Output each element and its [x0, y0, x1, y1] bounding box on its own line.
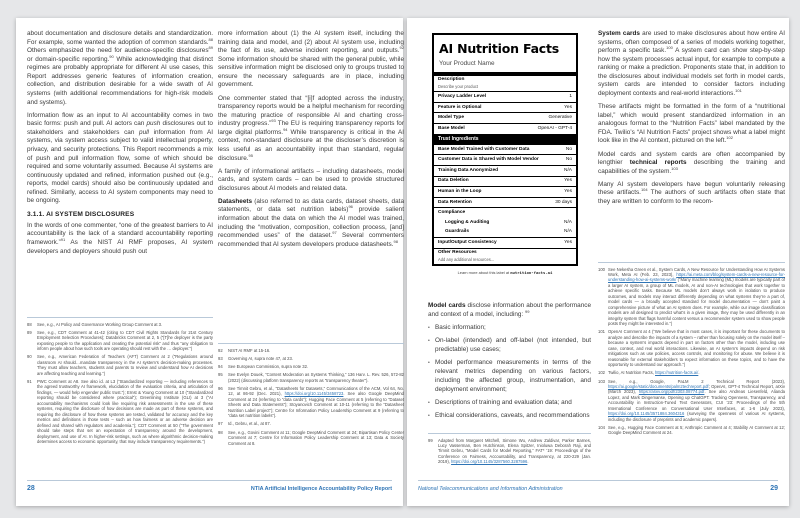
footnote-98 — [218, 430, 404, 446]
footnotes-col1 — [27, 317, 213, 447]
footnote-link[interactable]: https://arxiv.org/pdf/2303.08774.pdf — [638, 389, 705, 395]
footnotes-col2 — [218, 343, 404, 449]
nutrition-section-band: Trust Ingredients — [434, 134, 576, 144]
footnote-link[interactable]: https://doi.org/10.1145/3287560.3287596 — [451, 459, 528, 465]
footnote-text: OpenAI Comment at 4 (“We believe that in most cases, it is important for these documents to analyze and describe the impacts of a system – rather than focusing solely on the model itself – because a system’s impacts depend in part on factors other than the model, including use case, context, and real world interactions. Likewise, an AI system’s impacts depend on risk mitigations such as use policies, access controls, and monitoring for abuse. We believe it is reasonable for external stakeholders to expect information on these topics, and to have the opportunity to understand our approach.”) — [608, 329, 785, 367]
footnote-text: Adapted from Margaret Mitchell, Simone Wu, Andrew Zaldivar, Parker Barnes, Lucy Vasserman, Ben Hutchinson, Elena Spitzer, Inioluwa Deborah Raji, and Timnit Gebru, “Model Cards for Model Reporting,” FAT* ’19: Proceedings of the Conference on Fairness, Accountability, and Transparency, at 220-229 (Jan. 2019), https://doi.org/10.1145/3287560.3287596. — [438, 437, 591, 465]
footnote-94 — [218, 364, 404, 369]
nutrition-row — [434, 237, 576, 248]
nutrition-row-value: Yes — [564, 178, 572, 184]
nutrition-row-value: Yes — [564, 104, 572, 110]
learn-more-link[interactable]: nutrition-facts.ai — [510, 270, 553, 276]
paragraph: Information flow as an input to AI accountability comes in two basic forms: push and pull. AI actors can push disclosures out to stakeholders and stakeholders can pull information from AI systems, via system access subject to valid intellectual property, privacy, and security protections. This Report recommends a mix of push and pull information flow, some of which should be required and some voluntarily assumed. Because AI systems are continuously updated and refined, information pushed out (e.g., reports, model cards) should also be continuously updated and refined. Similarly, access to AI system components may need to be ongoing. — [27, 111, 214, 205]
footnote-number: 102 — [598, 370, 605, 376]
footnote-number: 94 — [218, 364, 223, 369]
nutrition-row-value: 1 — [569, 93, 572, 99]
nutrition-row-label: Base Model Trained with Customer Data — [438, 146, 530, 152]
nutrition-row-label: Customer Data is Shared with Model Vendor — [438, 157, 539, 163]
footnote-link[interactable]: https://doi.org/10.1145/3458723 — [284, 391, 344, 397]
report-title: NTIA Artificial Intelligence Accountability Policy Report — [250, 486, 392, 492]
nutrition-row-sublabel: Describe your product — [438, 84, 479, 90]
footnote-93 — [218, 356, 404, 361]
nutrition-row-label: Input/Output Consistency — [438, 239, 497, 245]
nutrition-card-title: AI Nutrition Facts — [439, 41, 560, 56]
nutrition-row-value: N/A — [564, 167, 572, 173]
footnote-link[interactable]: https://ai.meta.com/blog/system-cards-a-new-resource-for-understanding-how-ai-systems-work/ — [608, 271, 785, 283]
footnote-104 — [598, 425, 785, 436]
footnote-89 — [27, 330, 213, 352]
nutrition-row — [434, 154, 576, 165]
paragraph: more information about (1) the AI system itself, including the training data and model, and (2) about AI system use, including the fact of its use, adverse incident reporting, and outputs.$^{92}$ Some information should be shared with the general public, while sensitive information might be disclosed only to groups trusted to ensure the necessary safeguards are in place, including government. — [218, 30, 404, 89]
nutrition-facts-column — [432, 33, 578, 275]
footnote-text: NIST AI RMF at 15-16. — [228, 347, 271, 353]
footnote-92 — [218, 348, 404, 353]
bullet-icon: • — [428, 325, 430, 332]
footnote-103 — [598, 379, 785, 423]
nutrition-row — [434, 228, 576, 238]
footnote-95 — [218, 372, 404, 383]
nutrition-row-label: Logging & Auditing — [445, 219, 490, 225]
nutrition-row-label: Data Retention — [438, 199, 472, 205]
footnote-number: 98 — [218, 429, 223, 435]
footnote-99-block — [428, 433, 591, 468]
paragraph: System cards are used to make disclosures about how entire AI systems, often composed of a series of models working together, perform a specific task.$^{100}$ A system card can show step-by-step how the system processes actual input, for example to compute a ranking or make a prediction. Proponents state that, in addition to the disclosures about individual models set forth in model cards, system cards are intended to consider factors including deployment contexts and real-world interactions.$^{101}$ — [598, 30, 785, 98]
nutrition-row-sublabel: Add any additional resources... — [438, 257, 495, 263]
footnote-text: Id., Gebru, et al., at 87. — [228, 421, 271, 427]
left-column-2 — [218, 30, 404, 254]
page-number: 29 — [770, 485, 778, 492]
page-28 — [16, 18, 403, 506]
paragraph: about documentation and disclosure details and standardization. For example, some wanted the adoption of common standards.$^{88}$ Others emphasized the need for audience-specific disclosures$^{89}$ or domain-specific reporting.$^{90}$ While acknowledging that distinct regimes are probably appropriate for different AI use cases, this Report addresses generic features of information creation, collection, and distribution desirable for a wide swath of AI systems (with additional recommendations for high-risk models and systems). — [27, 30, 213, 106]
footnote-text: See Evelyn Douek, “Content Moderation as Systems Thinking,” 136 Harv. L. Rev. 526, 572-82 (2022) (discussing platform transparency reports as “transparency theater”). — [228, 372, 404, 383]
nutrition-row — [434, 176, 576, 187]
nutrition-row-value: Generative — [548, 115, 572, 121]
page-28-footer — [27, 480, 392, 492]
footnote-text: See, e.g., AI Policy and Governance Working Group Comment at 3. — [37, 321, 163, 327]
nutrition-row — [434, 144, 576, 155]
footnote-number: 99 — [428, 437, 433, 443]
footnote-link[interactable]: https://ai.google/static/documents/palm2techreport.pdf — [608, 383, 709, 389]
nutrition-row-label: Compliance — [438, 210, 466, 216]
footnote-number: 100 — [598, 266, 605, 272]
footnote-number: 96 — [218, 385, 223, 391]
right-column — [598, 30, 785, 211]
footnote-number: 88 — [27, 321, 32, 327]
nutrition-row — [434, 91, 576, 102]
left-column-1 — [27, 30, 213, 261]
nutrition-row — [434, 207, 576, 218]
paragraph: Many AI system developers have begun voluntarily releasing these artifacts.$^{104}$ The authors of such artifacts often state that they are written to conform to the recom- — [598, 180, 785, 205]
footnote-101 — [598, 329, 785, 367]
bullet-icon: • — [428, 360, 430, 367]
footnote-text: See, e.g., Google, PaLM 2 Technical Report (2023), https://ai.google/static/documents/palm2techreport.pdf; OpenAI, GPT-4 Technical Report, arXiv (March 2023), https://arxiv.org/pdf/2303.08774.pdf. See also Andreas Liesenfeld, Alianda Lopez, and Mark Dingemanse, Opening up ChatGPT: Tracking Openness, Transparency, and Accountability in Instruction-Tuned Text Generators, CUI ’23: Proceedings of the 5th International Conference on Conversational User Interfaces, at 1-6 (July 2023), https://doi.org/10.1145/3571884.3604316 (surveying the openness of various AI systems, including the disclosure of preprints and academic papers). — [608, 378, 785, 422]
nutrition-row — [434, 218, 576, 228]
paragraph: These artifacts might be formatted in the form of a “nutritional label,” which would present standardized information in an analogous format to the “Nutrition Facts” label mandated by the FDA. Twilio’s “AI Nutrition Facts” project shows what a label might look like in the AI context, pictured on the left.$^{102}$ — [598, 103, 785, 145]
footnote-number: 90 — [27, 354, 32, 360]
footnote-number: 97 — [218, 421, 223, 427]
nutrition-row-value: Yes — [564, 188, 572, 194]
bullet-item: • On-label (intended) and off-label (not intended, but predictable) use cases; — [428, 337, 591, 354]
footnote-99 — [428, 438, 591, 465]
nutrition-card-subtitle: Your Product Name — [439, 59, 495, 67]
footnote-text: See European Commission, supra note 32. — [228, 364, 309, 369]
nutrition-row — [434, 123, 576, 134]
footnote-number: 103 — [598, 378, 605, 384]
section-heading: 3.1.1. AI SYSTEM DISCLOSURES — [27, 210, 135, 218]
paragraph: A family of informational artifacts – including datasheets, model cards, and system cards – can be used to provide structured disclosures about AI models and related data. — [218, 167, 404, 192]
nutrition-row-value: No — [565, 157, 572, 163]
nutrition-row-label: Model Type — [438, 115, 465, 121]
footnote-link[interactable]: https://nutrition-facts.ai/ — [655, 370, 699, 376]
footnote-text: See, e.g., CDT Comment at 41-42 (citing to CDT Civil Rights Standards for 21st Century Employment Selection Procedures); Databricks Comment at 2, 5 (“[T]he deployer is the party exposing people to the application and creating the potential risk” and thus “any obligation to inform people about how such tools are operating should rest with the … deployer.”) — [37, 329, 213, 352]
footnote-text: See Nekesha Green et al., System Cards, A New Resource for Understanding How AI Systems Work, Meta AI (Feb. 23, 2023), https://ai.meta.com/blog/system-cards-a-new-resource-for-understanding-how-ai-systems-work/ (“Many machine learning (ML) models are typically part of a larger AI system, a group of ML models, AI and non-AI technologies that work together to achieve specific tasks. Because ML models don’t always work in isolation to produce outcomes, and models may interact differently depending on what systems they’re a part of, model cards — a broadly accepted standard for model documentation — don’t paint a comprehensive picture of what an AI system does. For example, while our image classification models are all designed to predict what’s in a given image, they may be used differently in an integrity system that flags harmful content versus a recommender system used to show people posts they might be interested in.”) — [608, 266, 785, 327]
nutrition-row-value: N/A — [564, 219, 572, 225]
nutrition-row — [434, 197, 576, 208]
footnote-number: 101 — [598, 329, 605, 335]
bullet-icon: • — [428, 338, 430, 345]
footnotes-right — [598, 262, 785, 439]
paragraph: Model cards and system cards are often accompanied by lengthier technical reports describing the training and capabilities of the system.$^{103}$ — [598, 150, 785, 175]
footnote-text: See, e.g., American Federation of Teachers (AFT) Comment at 2 (“Regulations around classroom AI should…mandate transparency in the AI system’s decision-making processes. They must allow teachers, students and parents to review and understand how AI decisions are affecting teaching and learning.”) — [37, 354, 213, 376]
ai-nutrition-facts-card — [432, 33, 578, 266]
learn-more-text: Learn more about this label at — [457, 270, 511, 276]
footnote-number: 95 — [218, 372, 223, 378]
footnote-text: See, e.g., Hugging Face Comment at 5; Anthropic Comment at 4; Stability AI Comment at 12; Google DeepMind Comment at 24. — [608, 424, 785, 436]
bullet-item: • Basic information; — [428, 324, 486, 332]
footnote-text: See, e.g., Govini Comment at 11; Google DeepMind Comment at 24; Bipartisan Policy Center Comment at 7; Centre for Information Policy Leadership Comment at 13; Data & Society Comment at 8. — [228, 429, 404, 446]
bullet-item: • Descriptions of training and evaluation data; and — [428, 398, 572, 406]
nutrition-row-value: OpenAI - GPT-4 — [537, 125, 572, 131]
nutrition-row — [434, 76, 576, 92]
footnote-96 — [218, 386, 404, 419]
nutrition-row-label: Description — [438, 77, 465, 83]
footnote-number: 104 — [598, 424, 605, 430]
footnote-text: See Timnit Gebru, et al., “Datasheets for Datasets,” Communications of the ACM, Vol 64, No. 12, at 86-92 (Dec. 2021), https://doi.org/10.1145/3458723. See also Google DeepMind Comment at 24 (referring to “data cards”); Hugging Face Comment at 5 (referring to “Dataset Sheets and Data Statements”); Stoyanovich Comment at 10-11 (referring to the “Datasheet Nutrition Label project”); Centre for Information Policy Leadership Comment at 9 (referring to “data set nutrition labels”). — [228, 385, 405, 419]
footnote-97 — [218, 421, 404, 426]
nutrition-row — [434, 248, 576, 265]
footnote-90 — [27, 354, 213, 376]
nutrition-row — [434, 102, 576, 113]
nutrition-row-label: Training Data Anonymized — [438, 167, 499, 173]
page-29-footer — [418, 480, 778, 492]
paragraph: Datasheets (also referred to as data cards, dataset sheets, data statements, or data set nutrition labels)$^{96}$ provide salient information about the data on which the AI model was trained, including the “motivation, composition, collection process, [and] recommended uses” of the dataset.$^{97}$ Several commenters recommended that AI system developers produce datasheets.$^{98}$ — [218, 197, 404, 248]
footnote-number: 89 — [27, 329, 32, 335]
nutrition-row-label: Privacy Ladder Level — [438, 93, 486, 99]
nutrition-card-header — [434, 35, 576, 72]
footnote-100 — [598, 267, 785, 327]
nutrition-row-label: Human in the Loop — [438, 188, 482, 194]
nutrition-card-learn-more — [432, 270, 578, 275]
footnote-91 — [27, 379, 213, 444]
page-29 — [407, 18, 789, 506]
bullet-icon: • — [428, 412, 430, 419]
agency-name: National Telecommunications and Information Administration — [418, 486, 563, 492]
footnote-88 — [27, 322, 213, 327]
model-cards-intro: Model cards disclose information about the performance and context of a model, including: $^{99}$ — [428, 302, 591, 318]
paragraph: One commenter stated that “[i]f adopted across the industry, transparency reports would be a helpful mechanism for recording the maturing practice of responsible AI and charting cross-industry progress.”$^{93}$ The EU is requiring transparency reports for large digital platforms.$^{94}$ While transparency is critical in the AI context, non-standard disclosure at the discloser’s discretion is less useful as an accountability input than standard, regular disclosure.$^{95}$ — [218, 94, 405, 162]
nutrition-row-label: Other Resources — [438, 250, 477, 256]
bullet-item: • Ethical considerations, caveats, and recommendations — [428, 411, 590, 419]
nutrition-row-value: No — [565, 146, 572, 152]
footnote-number: 93 — [218, 355, 223, 361]
nutrition-row — [434, 112, 576, 123]
footnote-number: 91 — [27, 378, 32, 384]
footnote-link[interactable]: https://doi.org/10.1145/3571884.3604316 — [608, 411, 685, 417]
footnote-text: Governing AI, supra note 47, at 23. — [228, 355, 293, 361]
nutrition-row-value: 30 days — [555, 199, 572, 205]
bullet-icon: • — [428, 399, 430, 406]
footnote-text: PWC Comment at A8. See also id. at L3 (“Standardized reporting — including references to the agreed trustworthy AI framework, elucidation of the evaluation criteria, and articulation of findings, — would help engender public trust.”); Ernst & Young Comment at 10 (“Standardized reporting should be considered where practical”); Greenlining Institute (GLI) at 3 (“AI accountability mechanisms could look like requiring risk assessments in the use of these systems, requiring the disclosure of how decisions are made as part of these systems, and requiring the disclosure of how these systems are tested, validated for accuracy and the key metrics and definitions in those tests – such as how fairness or an adverse decision are defined and shared with regulators and academia.”); CDT Comment at 50 (“The government should take steps that set an expectation of transparency around the development, deployment, and use of AI. In higher-risk settings, such as where algorithmic decision-making determines access to economic opportunity, that may include transparency requirements.”) — [37, 378, 213, 444]
nutrition-row-label: Data Deletion — [438, 178, 469, 184]
footnote-number: 92 — [218, 347, 223, 353]
nutrition-row-label: Guardrails — [445, 229, 469, 235]
nutrition-row-label: Feature is Optional — [438, 104, 482, 110]
footnote-text: Twilio, AI Nutrition Facts, https://nutrition-facts.ai/. — [608, 370, 700, 376]
model-cards-bullet-list — [428, 324, 591, 421]
nutrition-row — [434, 186, 576, 197]
nutrition-row — [434, 165, 576, 176]
nutrition-card-rows — [434, 76, 576, 265]
nutrition-row-label: Base Model — [438, 125, 465, 131]
page-number: 28 — [27, 485, 35, 492]
model-cards-section — [428, 302, 591, 425]
nutrition-row-value: N/A — [564, 229, 572, 235]
nutrition-row-value: Yes — [564, 239, 572, 245]
bullet-item: • Model performance measurements in terms of the relevant metrics depending on various factors, including the affected group, instrumentation, and deployment environment; — [428, 359, 591, 393]
paragraph: In the words of one commenter, “one of the greatest barriers to AI accountability is the lack of a standard accountability reporting framework.”$^{91}$ As the NIST AI RMF proposes, AI system developers and deployers should push out — [27, 221, 213, 255]
footnote-102 — [598, 370, 785, 375]
